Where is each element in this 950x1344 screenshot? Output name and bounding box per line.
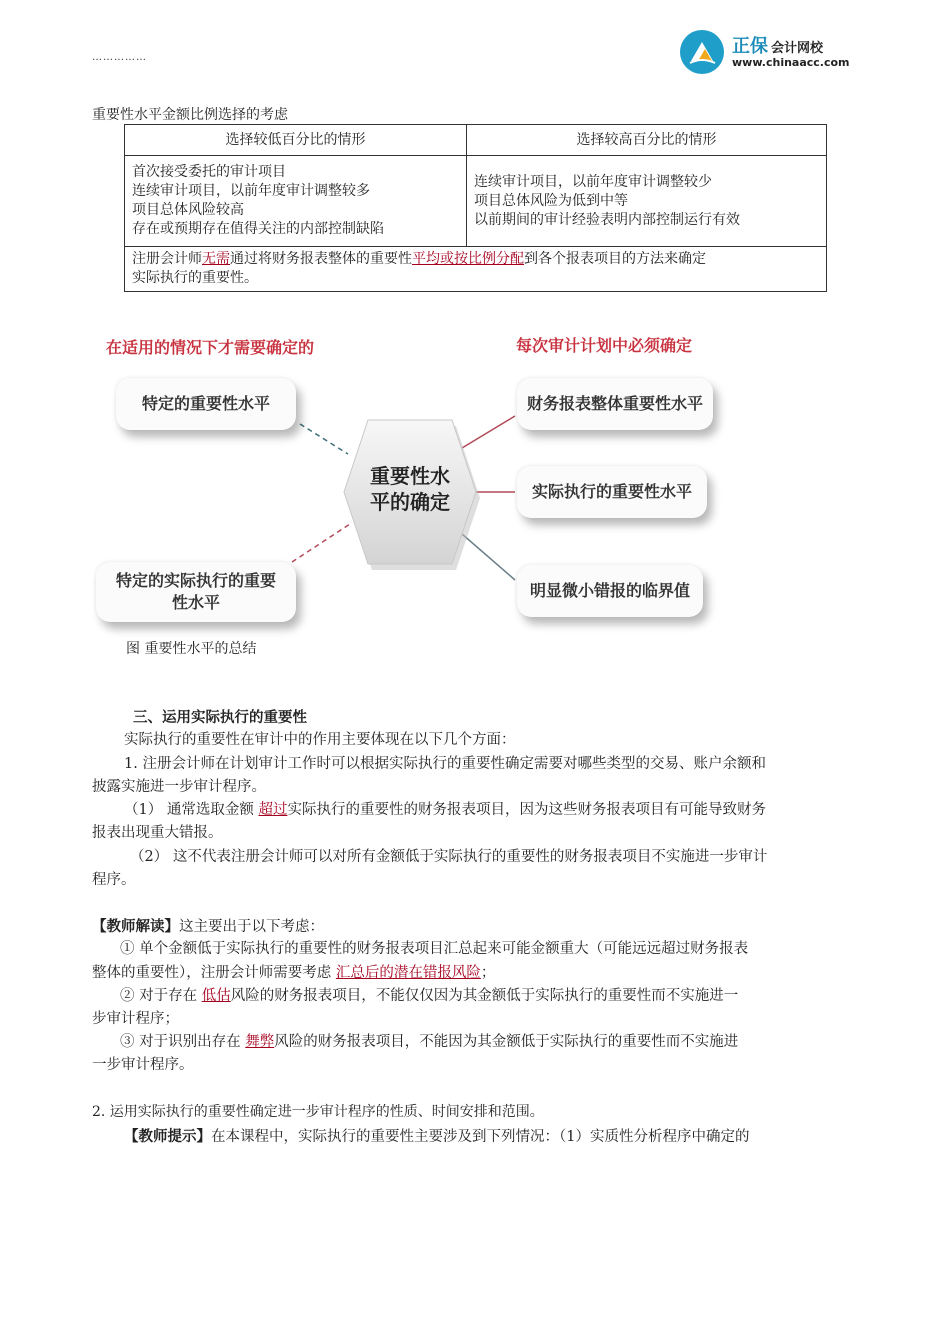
text: ； [480, 965, 496, 981]
header-left-text: …………… [92, 52, 147, 63]
node-label: 实际执行的重要性水平 [531, 482, 692, 501]
node-label: 明显微小错报的临界值 [529, 581, 690, 600]
paragraph-1: 1. 注册会计师在计划审计工作时可以根据实际执行的重要性确定需要对哪些类型的交易、账户余额和 [124, 756, 766, 772]
right-node-overall-materiality [517, 378, 713, 430]
teacher-point-3-cont: 一步审计程序。 [92, 1057, 194, 1073]
col-header-low: 选择较低百分比的情形 [125, 125, 467, 156]
low-cell [125, 156, 467, 247]
left-node-specific-materiality [116, 378, 296, 430]
text: 风险的财务报表项目，不能仅仅因为其金额低于实际执行的重要性而不实施进一 [230, 988, 739, 1004]
high-cell [467, 156, 827, 247]
text: 整体的重要性），注册会计师需要考虑 [92, 965, 336, 981]
left-diagram-title: 在适用的情况下才需要确定的 [106, 338, 315, 357]
high-item: 项目总体风险为低到中等 [474, 192, 628, 209]
table-caption: 重要性水平金额比例选择的考虑 [92, 107, 288, 123]
materiality-diagram [92, 320, 742, 640]
highlight-text: 汇总后的潜在错报风险 [335, 965, 481, 981]
right-diagram-title: 每次审计计划中必须确定 [516, 336, 693, 355]
high-item: 以前期间的审计经验表明内部控制运行有效 [474, 211, 740, 228]
teacher-point-1: ① 单个金额低于实际执行的重要性的财务报表项目汇总起来可能金额重大（可能远远超过财务报表 [120, 941, 749, 957]
section-heading: 三、运用实际执行的重要性 [133, 709, 307, 726]
low-item: 项目总体风险较高 [132, 202, 244, 218]
hint-label: 【教师提示】 [124, 1128, 211, 1145]
brand-logo [680, 30, 870, 76]
note-highlight: 无需 [202, 251, 230, 267]
note-highlight: 平均或按比例分配 [412, 251, 524, 267]
low-item: 连续审计项目，以前年度审计调整较多 [132, 183, 370, 199]
teacher-note-heading [92, 915, 324, 939]
teacher-hint [124, 1125, 749, 1149]
paragraph-2 [124, 799, 766, 822]
logo-icon [680, 30, 724, 74]
text: 风险的财务报表项目，不能因为其金额低于实际执行的重要性而不实施进 [274, 1034, 739, 1050]
high-item: 连续审计项目，以前年度审计调整较少 [474, 173, 712, 190]
paragraph-3-cont: 程序。 [92, 872, 136, 888]
text: 实际执行的重要性的财务报表项目，因为这些财务报表项目有可能导致财务 [287, 802, 766, 818]
teacher-point-1-cont [92, 962, 495, 985]
teacher-point-2-cont: 步审计程序； [92, 1011, 179, 1027]
logo-name: 正保 [732, 36, 768, 57]
node-label: 性水平 [171, 593, 220, 612]
col-header-high: 选择较高百分比的情形 [467, 125, 827, 156]
node-label: 特定的实际执行的重要 [115, 571, 276, 590]
text: （1） 通常选取金额 [124, 802, 259, 818]
paragraph-intro: 实际执行的重要性在审计中的作用主要体现在以下几个方面： [124, 732, 516, 748]
left-node-specific-performance [96, 562, 296, 622]
table-note [125, 247, 827, 292]
note-text: 注册会计师 [132, 251, 202, 267]
paragraph-1-cont: 披露实施进一步审计程序。 [92, 779, 266, 795]
low-item: 存在或预期存在值得关注的内部控制缺陷 [132, 221, 384, 237]
right-node-trivial-threshold [517, 565, 703, 617]
teacher-label: 【教师解读】 [92, 918, 179, 935]
center-line: 重要性水 [370, 464, 450, 488]
logo-subtitle: 会计网校 [771, 41, 824, 56]
center-line: 平的确定 [370, 490, 450, 514]
highlight-text: 低估 [201, 988, 231, 1004]
low-item: 首次接受委托的审计项目 [132, 164, 286, 180]
note-text: 到各个报表项目的方法来确定 [524, 251, 706, 267]
percentage-table [124, 124, 827, 292]
paragraph-2-cont: 报表出现重大错报。 [92, 825, 223, 841]
text: ③ 对于识别出存在 [120, 1034, 246, 1050]
text: 这主要出于以下考虑： [179, 919, 324, 935]
right-node-performance-materiality [517, 466, 707, 518]
text: ② 对于存在 [120, 988, 202, 1004]
paragraph-3: （2） 这不代表注册会计师可以对所有金额低于实际执行的重要性的财务报表项目不实施进一步审计 [130, 849, 768, 865]
center-hexagon-label [350, 463, 470, 515]
teacher-point-3 [120, 1031, 738, 1054]
highlight-text: 超过 [258, 802, 288, 818]
figure-caption: 图 重要性水平的总结 [126, 641, 257, 657]
paragraph-4: 2. 运用实际执行的重要性确定进一步审计程序的性质、时间安排和范围。 [92, 1104, 544, 1120]
node-label: 特定的重要性水平 [141, 394, 270, 413]
node-label: 财务报表整体重要性水平 [526, 394, 703, 413]
logo-url: www.chinaacc.com [732, 56, 850, 69]
text: 在本课程中，实际执行的重要性主要涉及到下列情况：（1）实质性分析程序中确定的 [211, 1129, 750, 1145]
note-text: 通过将财务报表整体的重要性 [230, 251, 412, 267]
teacher-point-2 [120, 985, 738, 1008]
highlight-text: 舞弊 [245, 1034, 275, 1050]
note-text: 实际执行的重要性。 [132, 270, 258, 286]
